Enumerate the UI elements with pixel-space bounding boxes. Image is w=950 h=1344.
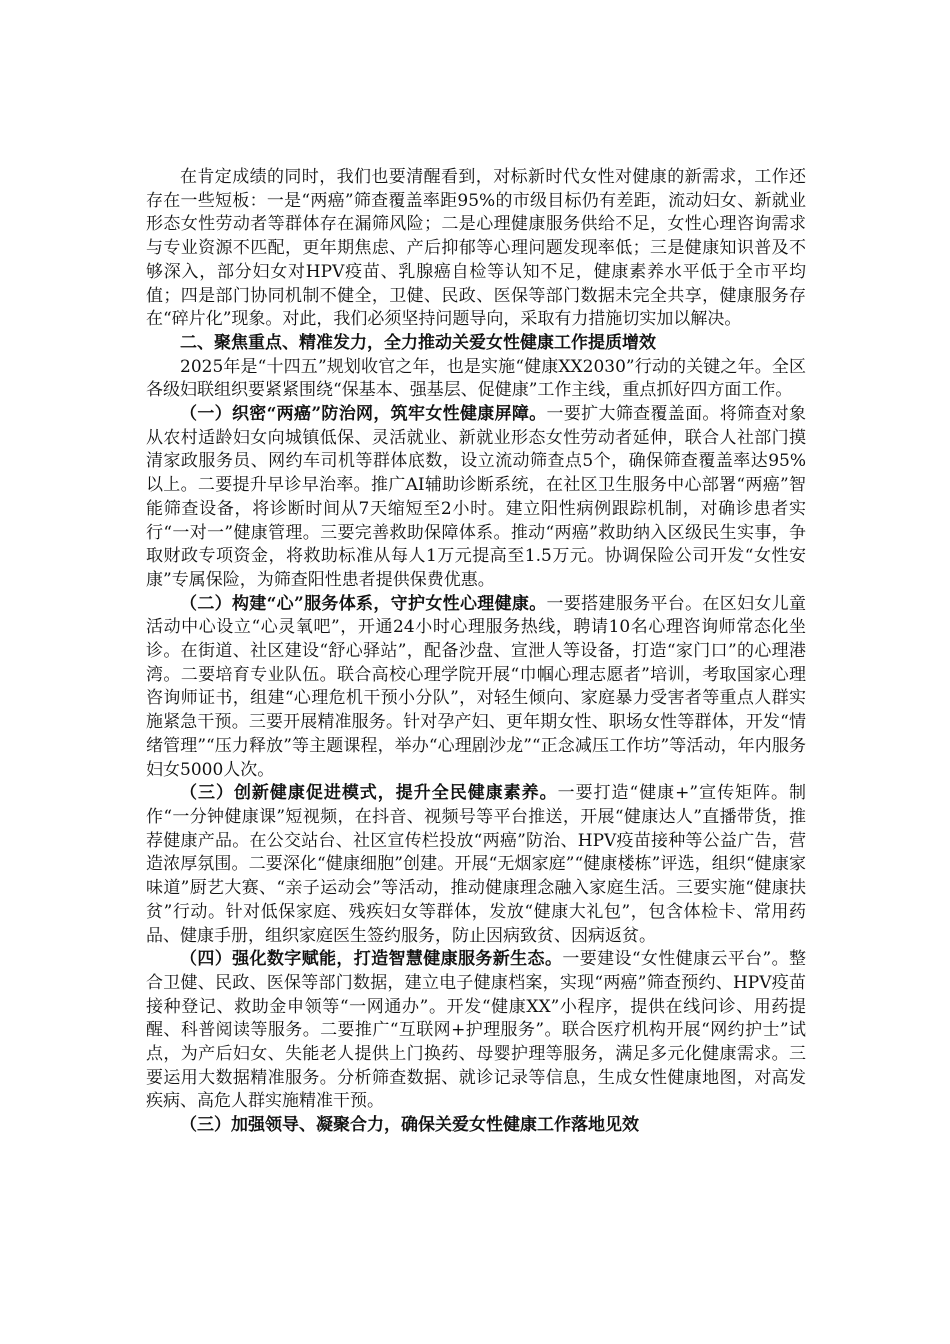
paragraph-intro-2025: 2025年是“十四五”规划收官之年，也是实施“健康XX2030”行动的关键之年。全区各级妇联组织要紧紧围绕“保基本、强基层、促健康”工作主线，重点抓好四方面工作。 (146, 356, 806, 401)
paragraph-item-2 (146, 593, 806, 783)
item-3-lead: （三）创新健康促进模式，提升全民健康素养。 (180, 783, 558, 804)
section-heading-3: （三）加强领导、凝聚合力，确保关爱女性健康工作落地见效 (180, 1115, 639, 1136)
item-4-lead: （四）强化数字赋能，打造智慧健康服务新生态。 (180, 949, 563, 970)
paragraph-item-1 (146, 403, 806, 593)
paragraph-item-4 (146, 948, 806, 1114)
paragraph-shortcomings: 在肯定成绩的同时，我们也要清醒看到，对标新时代女性对健康的新需求，工作还存在一些短板：一是“两癌”筛查覆盖率距95%的市级目标仍有差距，流动妇女、新就业形态女性劳动者等群体存在漏筛风险；二是心理健康服务供给不足，女性心理咨询需求与专业资源不匹配，更年期焦虑、产后抑郁等心理问题发现率低；三是健康知识普及不够深入，部分妇女对HPV疫苗、乳腺癌自检等认知不足，健康素养水平低于全市平均值；四是部门协同机制不健全，卫健、民政、医保等部门数据未完全共享，健康服务存在“碎片化”现象。对此，我们必须坚持问题导向，采取有力措施切实加以解决。 (146, 167, 806, 330)
item-2-lead: （二）构建“心”服务体系，守护女性心理健康。 (180, 593, 547, 614)
item-4-text: 一要建设“女性健康云平台”。整合卫健、民政、医保等部门数据，建立电子健康档案，实现“两癌”筛查预约、HPV疫苗接种登记、救助金申领等“一网通办”。开发“健康XX”小程序，提供在线问诊、用药提醒、科普阅读等服务。二要推广“互联网+护理服务”。联合医疗机构开展“网约护士”试点，为产后妇女、失能老人提供上门换药、母婴护理等服务，满足多元化健康需求。三要运用大数据精准服务。分析筛查数据、就诊记录等信息，生成女性健康地图，对高发疾病、高危人群实施精准干预。 (146, 949, 807, 1112)
section-heading-2: 二、聚焦重点、精准发力，全力推动关爱女性健康工作提质增效 (180, 332, 656, 353)
item-2-text: 一要搭建服务平台。在区妇女儿童活动中心设立“心灵氧吧”，开通24小时心理服务热线，聘请10名心理咨询师常态化坐诊。在街道、社区建设“舒心驿站”，配备沙盘、宣泄人等设备，打造“家门口”的心理港湾。二要培育专业队伍。联合高校心理学院开展“巾帼心理志愿者”培训，考取国家心理咨询师证书，组建“心理危机干预小分队”，对轻生倾向、家庭暴力受害者等重点人群实施紧急干预。三要开展精准服务。针对孕产妇、更年期女性、职场女性等群体，开发“情绪管理”“压力释放”等主题课程，举办“心理剧沙龙”“正念减压工作坊”等活动，年内服务妇女5000人次。 (146, 593, 806, 780)
item-3-text: 一要打造“健康+”宣传矩阵。制作“一分钟健康课”短视频，在抖音、视频号等平台推送，开展“健康达人”直播带货，推荐健康产品。在公交站台、社区宣传栏投放“两癌”防治、HPV疫苗接种等公益广告，营造浓厚氛围。二要深化“健康细胞”创建。开展“无烟家庭”“健康楼栋”评选，组织“健康家味道”厨艺大赛、“亲子运动会”等活动，推动健康理念融入家庭生活。三要实施“健康扶贫”行动。针对低保家庭、残疾妇女等群体，发放“健康大礼包”，包含体检卡、常用药品、健康手册，组织家庭医生签约服务，防止因病致贫、因病返贫。 (146, 783, 806, 946)
paragraph-item-3 (146, 782, 806, 948)
document-body (146, 166, 806, 1138)
item-1-text: 一要扩大筛查覆盖面。将筛查对象从农村适龄妇女向城镇低保、灵活就业、新就业形态女性劳动者延伸，联合人社部门摸清家政服务员、网约车司机等群体底数，设立流动筛查点5个，确保筛查覆盖率达95%以上。二要提升早诊早治率。推广AI辅助诊断系统，在社区卫生服务中心部署“两癌”智能筛查设备，将诊断时间从7天缩短至2小时。建立阳性病例跟踪机制，对确诊患者实行“一对一”健康管理。三要完善救助保障体系。推动“两癌”救助纳入区级民生实事，争取财政专项资金，将救助标准从每人1万元提高至1.5万元。协调保险公司开发“女性安康”专属保险，为筛查阳性患者提供保费优惠。 (146, 404, 806, 590)
item-1-lead: （一）织密“两癌”防治网，筑牢女性健康屏障。 (180, 404, 547, 425)
